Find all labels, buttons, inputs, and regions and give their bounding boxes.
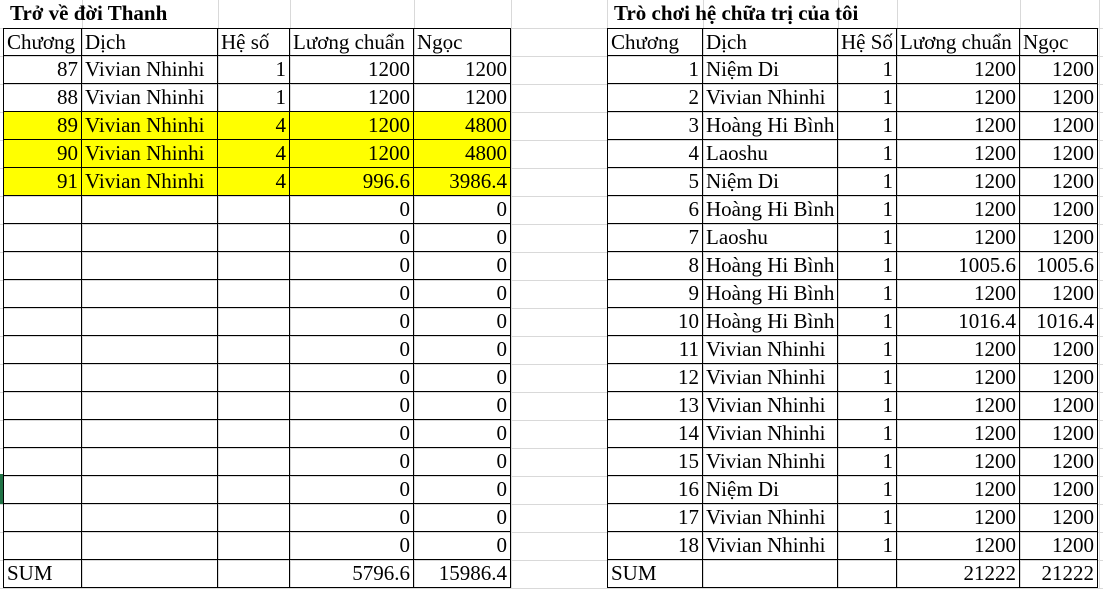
right_table-cell[interactable]: 1 <box>838 280 897 308</box>
left_table-cell[interactable]: 1200 <box>290 112 414 140</box>
right_table-cell[interactable]: 1 <box>838 476 897 504</box>
left_table-cell[interactable] <box>218 532 290 560</box>
right_table-sum-empty[interactable] <box>703 560 838 588</box>
right_table-cell[interactable]: 1016.4 <box>1020 308 1098 336</box>
right_table-cell[interactable]: 1200 <box>1020 532 1098 560</box>
left_table-cell[interactable]: 0 <box>414 476 511 504</box>
right_table-cell[interactable]: 1 <box>838 140 897 168</box>
right_table-cell[interactable]: Vivian Nhinhi <box>703 364 838 392</box>
left_table-cell[interactable]: 0 <box>414 224 511 252</box>
right_table-cell[interactable]: 1 <box>607 56 703 84</box>
left_table-header-0[interactable]: Chương <box>3 28 82 56</box>
left_table-cell[interactable]: 0 <box>290 336 414 364</box>
left_table-cell[interactable]: 0 <box>290 224 414 252</box>
left_table-sum-luong[interactable]: 5796.6 <box>290 560 414 588</box>
left_table-sum-empty[interactable] <box>218 560 290 588</box>
right_table-cell[interactable]: 9 <box>607 280 703 308</box>
left_table-cell[interactable] <box>82 532 218 560</box>
left_table-cell[interactable]: 90 <box>3 140 82 168</box>
right_table-cell[interactable]: 7 <box>607 224 703 252</box>
right_table-cell[interactable]: 1005.6 <box>1020 252 1098 280</box>
left_table-cell[interactable] <box>218 308 290 336</box>
right_table-cell[interactable]: 14 <box>607 420 703 448</box>
right_table-cell[interactable]: Vivian Nhinhi <box>703 448 838 476</box>
right_table-cell[interactable]: 1200 <box>1020 56 1098 84</box>
left_table-cell[interactable] <box>82 224 218 252</box>
left_table-cell[interactable] <box>3 224 82 252</box>
left_table-cell[interactable] <box>3 252 82 280</box>
right_table-cell[interactable]: Hoàng Hi Bình <box>703 112 838 140</box>
right_table-cell[interactable]: 1 <box>838 196 897 224</box>
right_table-header-3[interactable]: Lương chuẩn <box>897 28 1020 56</box>
left_table-header-3[interactable]: Lương chuẩn <box>290 28 414 56</box>
right_table-cell[interactable]: 1200 <box>1020 336 1098 364</box>
right_table-cell[interactable]: 1 <box>838 392 897 420</box>
right_table-cell[interactable]: 1 <box>838 308 897 336</box>
left_table-cell[interactable] <box>82 252 218 280</box>
right_table-title[interactable]: Trò chơi hệ chữa trị của tôi <box>614 1 859 25</box>
left_table-cell[interactable] <box>218 420 290 448</box>
left_table-cell[interactable]: 0 <box>414 196 511 224</box>
right_table-cell[interactable]: 1200 <box>897 392 1020 420</box>
left_table-cell[interactable]: 0 <box>414 504 511 532</box>
right_table-cell[interactable]: 1200 <box>1020 168 1098 196</box>
right_table-cell[interactable]: Vivian Nhinhi <box>703 504 838 532</box>
left_table-cell[interactable]: 0 <box>290 252 414 280</box>
right_table-cell[interactable]: 15 <box>607 448 703 476</box>
right_table-cell[interactable]: 1200 <box>897 448 1020 476</box>
left_table-cell[interactable] <box>3 280 82 308</box>
right_table-cell[interactable]: 1 <box>838 448 897 476</box>
right_table-cell[interactable]: Niệm Di <box>703 476 838 504</box>
left_table-cell[interactable]: 0 <box>414 308 511 336</box>
left_table-cell[interactable]: 0 <box>290 280 414 308</box>
left_table-cell[interactable] <box>82 308 218 336</box>
right_table-header-4[interactable]: Ngọc <box>1020 28 1098 56</box>
left_table-cell[interactable]: 87 <box>3 56 82 84</box>
right_table-cell[interactable]: 13 <box>607 392 703 420</box>
left_table-cell[interactable] <box>3 476 82 504</box>
right_table-cell[interactable]: 1200 <box>897 140 1020 168</box>
left_table-cell[interactable]: 4 <box>218 140 290 168</box>
left_table-cell[interactable] <box>3 392 82 420</box>
left_table-cell[interactable] <box>82 420 218 448</box>
right_table-cell[interactable]: Hoàng Hi Bình <box>703 280 838 308</box>
selection-indicator <box>0 474 3 504</box>
left_table-cell[interactable]: 0 <box>414 364 511 392</box>
right_table-cell[interactable]: Vivian Nhinhi <box>703 336 838 364</box>
right_table-cell[interactable]: 1 <box>838 504 897 532</box>
right_table-cell[interactable]: 1200 <box>897 196 1020 224</box>
right_table-cell[interactable]: 1200 <box>1020 280 1098 308</box>
right_table-cell[interactable]: 1200 <box>1020 420 1098 448</box>
left_table-cell[interactable]: 0 <box>414 420 511 448</box>
right_table-cell[interactable]: 1 <box>838 168 897 196</box>
left_table-sum-empty[interactable] <box>82 560 218 588</box>
left_table-cell[interactable] <box>3 308 82 336</box>
right_table-cell[interactable]: 18 <box>607 532 703 560</box>
left_table-cell[interactable]: Vivian Nhinhi <box>82 112 218 140</box>
right_table-cell[interactable]: 1200 <box>897 280 1020 308</box>
right_table-cell[interactable]: Vivian Nhinhi <box>703 420 838 448</box>
right_table-cell[interactable]: Niệm Di <box>703 56 838 84</box>
left_table-cell[interactable]: 4 <box>218 112 290 140</box>
left_table-cell[interactable]: 89 <box>3 112 82 140</box>
left_table-cell[interactable]: Vivian Nhinhi <box>82 140 218 168</box>
right_table-cell[interactable]: 4 <box>607 140 703 168</box>
right_table-sum-ngoc[interactable]: 21222 <box>1020 560 1098 588</box>
left_table-sum-label[interactable]: SUM <box>3 560 82 588</box>
left_table-cell[interactable] <box>3 196 82 224</box>
right_table-cell[interactable]: 2 <box>607 84 703 112</box>
left_table-cell[interactable] <box>218 336 290 364</box>
right_table-cell[interactable]: 1200 <box>1020 504 1098 532</box>
right_table-sum-label[interactable]: SUM <box>607 560 703 588</box>
right_table-cell[interactable]: 1016.4 <box>897 308 1020 336</box>
right_table-cell[interactable]: Hoàng Hi Bình <box>703 196 838 224</box>
right_table-cell[interactable]: 1200 <box>897 56 1020 84</box>
right_table-cell[interactable]: 1200 <box>897 112 1020 140</box>
right_table-header-1[interactable]: Dịch <box>703 28 838 56</box>
right_table-sum-luong[interactable]: 21222 <box>897 560 1020 588</box>
right_table-cell[interactable]: 1 <box>838 420 897 448</box>
left_table-cell[interactable]: 0 <box>290 504 414 532</box>
left_table-header-2[interactable]: Hệ số <box>218 28 290 56</box>
right_table-cell[interactable]: 1200 <box>897 224 1020 252</box>
right_table-cell[interactable]: Hoàng Hi Bình <box>703 252 838 280</box>
left_table-cell[interactable] <box>82 476 218 504</box>
left_table-cell[interactable] <box>3 364 82 392</box>
left_table-cell[interactable]: Vivian Nhinhi <box>82 168 218 196</box>
left_table-cell[interactable]: 0 <box>290 532 414 560</box>
right_table-cell[interactable]: 1 <box>838 252 897 280</box>
left_table-cell[interactable] <box>218 476 290 504</box>
left_table-cell[interactable]: 0 <box>414 280 511 308</box>
left_table-cell[interactable]: Vivian Nhinhi <box>82 56 218 84</box>
left_table-cell[interactable] <box>82 392 218 420</box>
left_table-cell[interactable] <box>218 252 290 280</box>
left_table-header-1[interactable]: Dịch <box>82 28 218 56</box>
left_table-cell[interactable]: 1200 <box>290 84 414 112</box>
right_table-cell[interactable]: 1200 <box>1020 364 1098 392</box>
left_table-title[interactable]: Trở về đời Thanh <box>10 1 168 25</box>
gridline <box>511 0 512 589</box>
right_table-cell[interactable]: 1200 <box>1020 112 1098 140</box>
right_table-cell[interactable]: Vivian Nhinhi <box>703 84 838 112</box>
right_table-cell[interactable]: 1200 <box>1020 476 1098 504</box>
right_table-cell[interactable]: 1 <box>838 224 897 252</box>
right_table-cell[interactable]: Vivian Nhinhi <box>703 392 838 420</box>
left_table-cell[interactable]: 4800 <box>414 140 511 168</box>
right_table-cell[interactable]: 3 <box>607 112 703 140</box>
left_table-cell[interactable] <box>3 448 82 476</box>
right_table-cell[interactable]: 1 <box>838 336 897 364</box>
left_table-cell[interactable] <box>218 392 290 420</box>
left_table-cell[interactable]: 91 <box>3 168 82 196</box>
right_table-cell[interactable]: Hoàng Hi Bình <box>703 308 838 336</box>
right_table-cell[interactable]: Laoshu <box>703 140 838 168</box>
left_table-cell[interactable] <box>82 364 218 392</box>
right_table-cell[interactable]: 1200 <box>897 504 1020 532</box>
right_table-cell[interactable]: 1200 <box>897 336 1020 364</box>
right_table-cell[interactable]: 5 <box>607 168 703 196</box>
left_table-cell[interactable]: 0 <box>414 336 511 364</box>
left_table-sum-ngoc[interactable]: 15986.4 <box>414 560 511 588</box>
left_table-cell[interactable]: 0 <box>290 196 414 224</box>
right_table-cell[interactable]: 1200 <box>897 532 1020 560</box>
right_table-cell[interactable]: 1200 <box>1020 224 1098 252</box>
left_table-cell[interactable] <box>82 196 218 224</box>
left_table-cell[interactable]: 0 <box>290 364 414 392</box>
left_table-cell[interactable]: 1200 <box>290 56 414 84</box>
right_table-cell[interactable]: 1200 <box>897 84 1020 112</box>
left_table-cell[interactable]: Vivian Nhinhi <box>82 84 218 112</box>
left_table-cell[interactable]: 88 <box>3 84 82 112</box>
left_table-header-4[interactable]: Ngọc <box>414 28 511 56</box>
gridline <box>1099 0 1100 589</box>
left_table-cell[interactable] <box>3 420 82 448</box>
right_table-cell[interactable]: 1200 <box>1020 140 1098 168</box>
right_table-cell[interactable]: Laoshu <box>703 224 838 252</box>
left_table-cell[interactable]: 0 <box>290 392 414 420</box>
left_table-cell[interactable]: 0 <box>414 392 511 420</box>
right_table-header-0[interactable]: Chương <box>607 28 703 56</box>
left_table-cell[interactable]: 0 <box>414 532 511 560</box>
left_table-cell[interactable] <box>82 448 218 476</box>
left_table-cell[interactable]: 1 <box>218 84 290 112</box>
right_table-cell[interactable]: 8 <box>607 252 703 280</box>
left_table-cell[interactable] <box>3 504 82 532</box>
left_table-cell[interactable]: 0 <box>414 448 511 476</box>
right_table-cell[interactable]: 16 <box>607 476 703 504</box>
right_table-cell[interactable]: 1 <box>838 112 897 140</box>
left_table-cell[interactable]: 0 <box>290 448 414 476</box>
right_table-cell[interactable]: 1 <box>838 364 897 392</box>
right_table-cell[interactable]: 1200 <box>1020 392 1098 420</box>
left_table-cell[interactable] <box>82 280 218 308</box>
left_table-cell[interactable] <box>3 532 82 560</box>
right_table-cell[interactable]: 1 <box>838 532 897 560</box>
right_table-cell[interactable]: 1200 <box>897 476 1020 504</box>
left_table-cell[interactable]: 4800 <box>414 112 511 140</box>
right_table-header-2[interactable]: Hệ Số <box>838 28 897 56</box>
left_table-cell[interactable]: 1200 <box>414 56 511 84</box>
left_table-cell[interactable]: 1200 <box>290 140 414 168</box>
left_table-cell[interactable] <box>218 504 290 532</box>
left_table-cell[interactable] <box>218 196 290 224</box>
right_table-cell[interactable]: 1005.6 <box>897 252 1020 280</box>
right_table-cell[interactable]: Niệm Di <box>703 168 838 196</box>
right_table-cell[interactable]: 12 <box>607 364 703 392</box>
right_table-cell[interactable]: 1200 <box>1020 84 1098 112</box>
right_table-cell[interactable]: 1 <box>838 84 897 112</box>
left_table-cell[interactable] <box>218 224 290 252</box>
left_table-cell[interactable]: 996.6 <box>290 168 414 196</box>
right_table-cell[interactable]: 11 <box>607 336 703 364</box>
left_table-cell[interactable] <box>82 504 218 532</box>
left_table-cell[interactable]: 0 <box>414 252 511 280</box>
left_table-cell[interactable]: 3986.4 <box>414 168 511 196</box>
right_table-cell[interactable]: 1 <box>838 56 897 84</box>
left_table-cell[interactable]: 0 <box>290 308 414 336</box>
left_table-cell[interactable] <box>3 336 82 364</box>
right_table-cell[interactable]: 1200 <box>897 168 1020 196</box>
left_table-cell[interactable] <box>218 364 290 392</box>
left_table-cell[interactable]: 0 <box>290 420 414 448</box>
left_table-cell[interactable]: 1200 <box>414 84 511 112</box>
right_table-cell[interactable]: 1200 <box>897 420 1020 448</box>
left_table-cell[interactable] <box>218 280 290 308</box>
left_table-cell[interactable]: 1 <box>218 56 290 84</box>
left_table-cell[interactable]: 4 <box>218 168 290 196</box>
right_table-cell[interactable]: 6 <box>607 196 703 224</box>
right_table-cell[interactable]: 17 <box>607 504 703 532</box>
right_table-cell[interactable]: 1200 <box>1020 196 1098 224</box>
right_table-cell[interactable]: 1200 <box>1020 448 1098 476</box>
right_table-sum-empty[interactable] <box>838 560 897 588</box>
right_table-cell[interactable]: Vivian Nhinhi <box>703 532 838 560</box>
right_table-cell[interactable]: 10 <box>607 308 703 336</box>
left_table-cell[interactable]: 0 <box>290 476 414 504</box>
left_table-cell[interactable] <box>218 448 290 476</box>
left_table-cell[interactable] <box>82 336 218 364</box>
right_table-cell[interactable]: 1200 <box>897 364 1020 392</box>
